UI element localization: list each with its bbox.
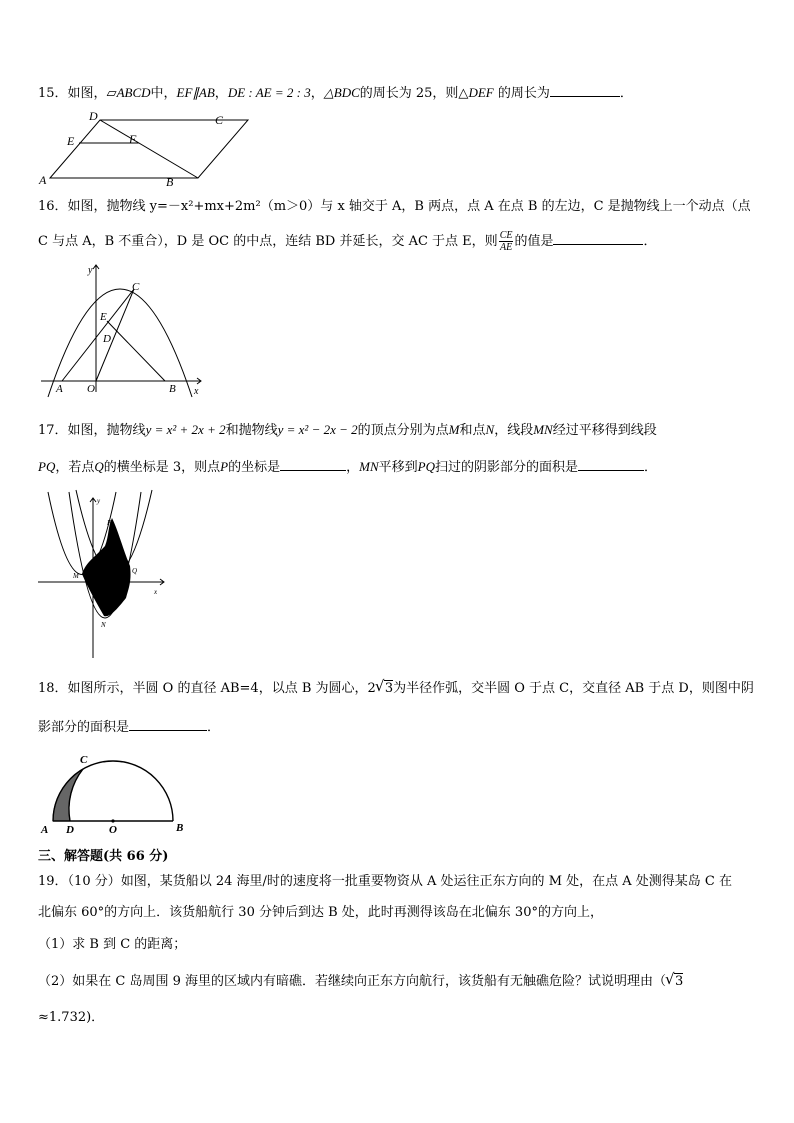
q18-figure — [36, 750, 206, 840]
q19-sqrt: √ 3 — [674, 973, 683, 989]
q17-p: P — [220, 459, 229, 474]
q17-pq: PQ — [38, 459, 56, 474]
q18-line2-a: 影部分的面积是 — [38, 720, 130, 735]
q17-line2-c: 的横坐标是 3，则点 — [103, 460, 221, 475]
q17-line2-b: ，若点 — [55, 460, 95, 475]
q16-frac-den: AE — [499, 242, 513, 253]
q18-label-c: C — [80, 754, 88, 766]
q15-figure — [36, 108, 266, 188]
q18-shaded-region — [53, 769, 83, 821]
q15-perimeter-text: 的周长为 25，则△ — [359, 86, 469, 101]
q18-label-a: A — [41, 824, 49, 836]
q16-line2-tail: 的值是 — [514, 234, 554, 249]
q18-number: 18． — [38, 681, 68, 696]
q15-abcd: ABCD — [116, 85, 151, 100]
q16-line2 — [38, 230, 657, 253]
q16-label-c: C — [132, 281, 140, 293]
q17-line2-d: 的坐标是 — [228, 460, 281, 475]
q15-diagonal-db — [100, 120, 198, 178]
q18-label-d: D — [66, 824, 74, 836]
q15-label-b: B — [166, 175, 174, 189]
q15-label-d: D — [89, 109, 98, 123]
q16-number: 16． — [38, 199, 68, 214]
q15-label-e: E — [67, 134, 75, 148]
q16-frac-num: CE — [499, 230, 513, 241]
q19-approx: ≈1.732)． — [38, 1010, 105, 1025]
q16-label-e: E — [100, 311, 107, 323]
q15-label-f: F — [129, 132, 137, 146]
q15-label-c: C — [215, 113, 224, 127]
q15-label-a: A — [39, 173, 47, 187]
q17-line1-d: ，线段 — [494, 423, 534, 438]
q18-answer-blank[interactable] — [129, 716, 207, 731]
q17-mn2: MN — [359, 459, 379, 474]
q17-line2-f: 平移到 — [378, 460, 418, 475]
q16-line2-text: C 与点 A，B 不重合），D 是 OC 的中点，连结 BD 并延长，交 AC 于点 E，则 — [38, 234, 498, 249]
q15-ratio: DE : AE = 2 : 3 — [227, 85, 311, 100]
q15-comma1: ， — [214, 86, 228, 101]
q18-line1-a: 如图所示，半圆 O 的直径 AB=4，以点 B 为圆心， — [67, 681, 368, 696]
q16-fraction — [499, 230, 514, 253]
q15-tri-bdc: △BDC — [323, 85, 360, 100]
q19-line1: 19．（10 分）如图，某货船以 24 海里/时的速度将一批重要物资从 A 处运往正东方向的 M 处，在点 A 处测得某岛 C 在 — [38, 874, 732, 889]
q15-number: 15． — [38, 86, 68, 101]
q15-def: DEF — [468, 85, 494, 100]
q15-zhong: 中， — [150, 86, 177, 101]
q19-line2: 北偏东 60°的方向上．该货船航行 30 分钟后到达 B 处，此时再测得该岛在北偏东 30°的方向上， — [38, 905, 603, 920]
q18-label-o: O — [109, 824, 117, 836]
q16-label-y: y — [88, 265, 93, 276]
q15-intro: 如图， — [67, 86, 107, 101]
q16-line1 — [38, 197, 751, 217]
q17-and: 和点 — [459, 423, 486, 438]
q15-answer-blank[interactable] — [550, 82, 620, 97]
q18-coef: 2 — [367, 681, 376, 696]
q17-end: ． — [644, 460, 658, 475]
q17-line2 — [38, 456, 657, 478]
q16-figure — [36, 262, 216, 402]
q17-line1-b: 和抛物线 — [225, 423, 278, 438]
q17-label-y: y — [97, 497, 101, 505]
q18-sqrt: √ 3 — [384, 680, 393, 696]
q16-label-a: A — [56, 383, 63, 395]
q16-end: ． — [643, 234, 657, 249]
q16-line-be — [107, 321, 165, 381]
q17-label-m: M — [73, 572, 79, 580]
q17-line1-c: 的顶点分别为点 — [357, 423, 449, 438]
q17-label-x: x — [154, 588, 158, 596]
q17-line2-g: 扫过的阴影部分的面积是 — [435, 460, 579, 475]
q17-line1-e: 经过平移得到线段 — [552, 423, 657, 438]
section3-title: 三、解答题(共 66 分) — [38, 849, 169, 864]
q17-q: Q — [94, 459, 104, 474]
q17-m: M — [448, 422, 460, 437]
q16-label-b: B — [169, 383, 176, 395]
q17-label-p: P — [107, 519, 112, 527]
q19-part2-text: （2）如果在 C 岛周围 9 海里的区域内有暗礁．若继续向正东方向航行，该货船有无触礁危险？试说明理由（ — [38, 974, 667, 989]
q17-line1 — [38, 420, 657, 441]
q18-end: ． — [207, 720, 221, 735]
q17-answer-blank-2[interactable] — [578, 456, 644, 471]
q17-line2-e: ， — [346, 460, 360, 475]
q16-label-o: O — [87, 383, 95, 395]
q18-center-point — [111, 819, 114, 822]
q17-eq2: y = x² − 2x − 2 — [277, 422, 358, 437]
q17-pq2: PQ — [417, 459, 435, 474]
q19-part1: （1）求 B 到 C 的距离； — [38, 937, 187, 952]
q16-line1-text: 如图，抛物线 y=－x²+mx+2m²（m＞0）与 x 轴交于 A，B 两点，点 A 在点 B 的左边，C 是抛物线上一个动点（点 — [67, 199, 751, 214]
q17-figure — [36, 490, 176, 660]
q19-part2 — [38, 972, 683, 992]
q15-tail: 的周长为 — [493, 86, 550, 101]
q17-mn: MN — [533, 422, 553, 437]
q18-line1 — [38, 679, 754, 699]
q17-line1-a: 如图，抛物线 — [67, 423, 146, 438]
q17-label-q: Q — [132, 567, 138, 575]
q16-label-x: x — [194, 386, 199, 397]
q17-answer-blank-1[interactable] — [280, 456, 346, 471]
q15-ef-ab: EF∥AB — [176, 85, 215, 100]
q17-n: N — [485, 422, 495, 437]
q15-end: ． — [619, 86, 633, 101]
q18-line2 — [38, 716, 220, 738]
q17-label-n: N — [101, 621, 106, 629]
q16-line-oc — [96, 289, 134, 381]
parallelogram-symbol: ▱ — [106, 86, 117, 101]
q18-label-b: B — [176, 822, 184, 834]
q18-line1-b: 为半径作弧，交半圆 O 于点 C，交直径 AB 于点 D，则图中阴 — [393, 681, 754, 696]
q17-number: 17． — [38, 423, 68, 438]
q15-line — [38, 82, 633, 104]
q16-label-d: D — [103, 333, 111, 345]
q17-eq1: y = x² + 2x + 2 — [145, 422, 226, 437]
q15-comma2: ， — [310, 86, 324, 101]
q16-answer-blank[interactable] — [553, 230, 643, 245]
